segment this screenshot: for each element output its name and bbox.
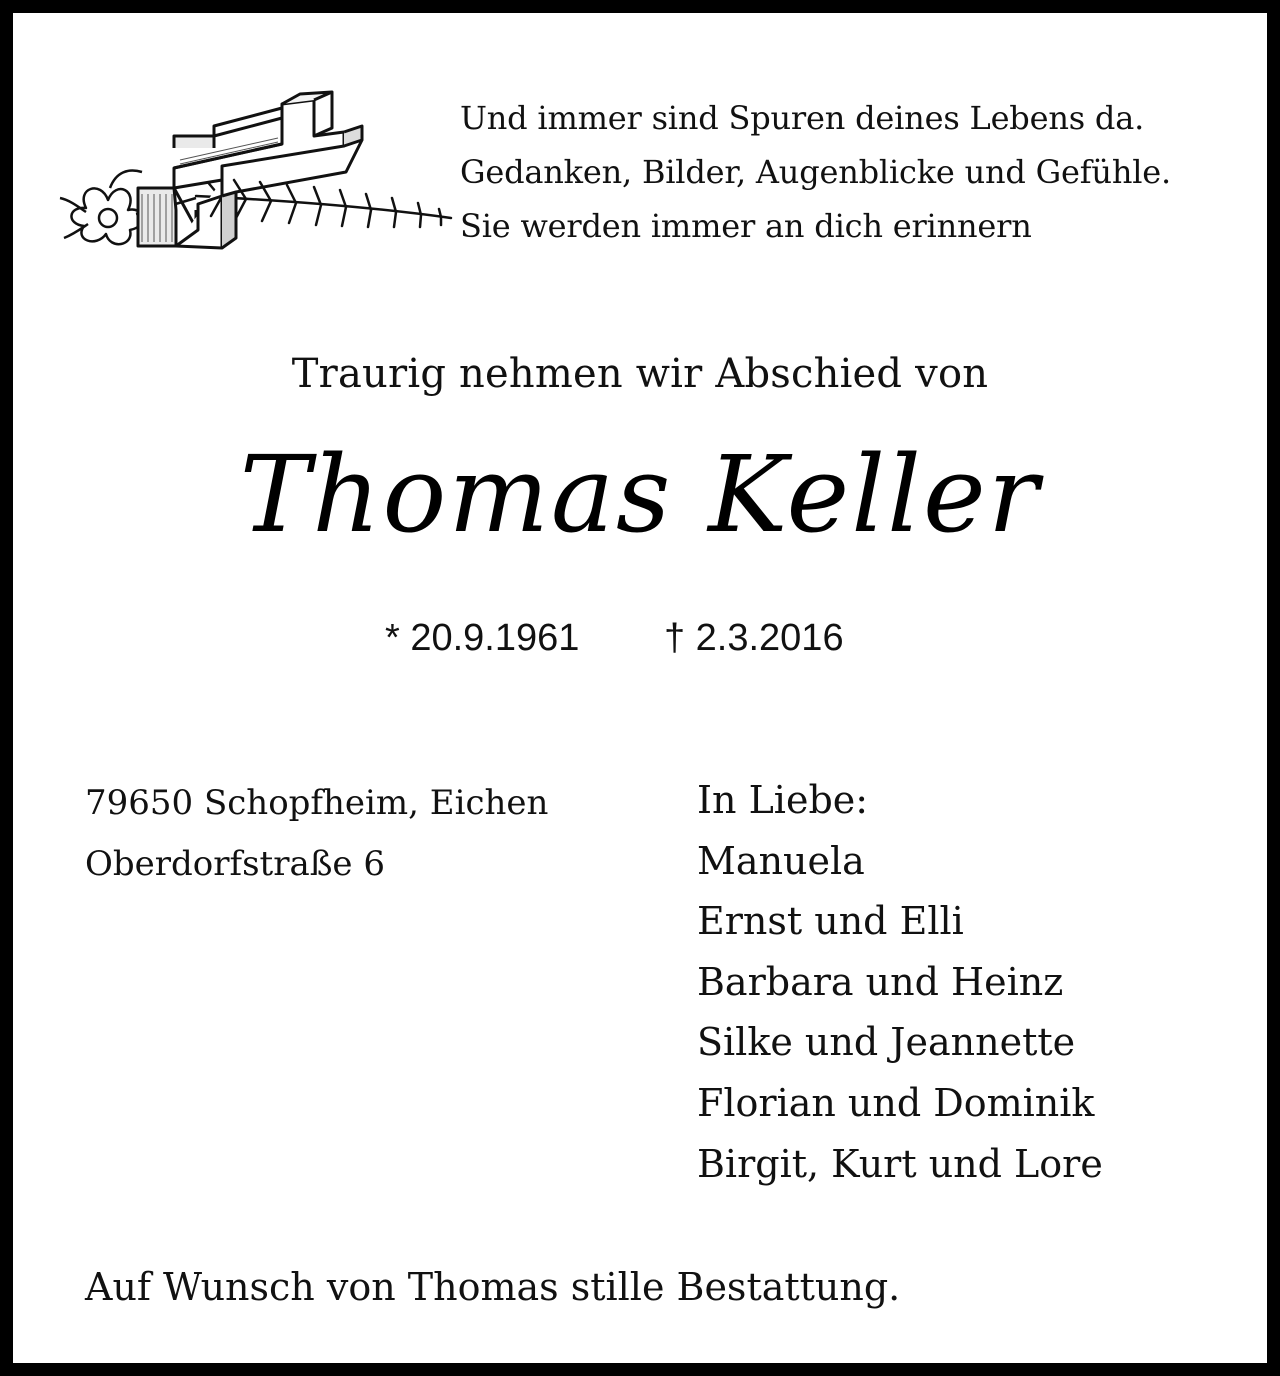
- family-member: Barbara und Heinz: [697, 959, 1064, 1004]
- verse-line: Sie werden immer an dich erinnern: [460, 207, 1032, 245]
- address-line: 79650 Schopfheim, Eichen: [85, 783, 549, 823]
- family-member: Silke und Jeannette: [697, 1020, 1076, 1065]
- life-dates: [385, 617, 844, 660]
- address-line: Oberdorfstraße 6: [85, 844, 385, 884]
- funeral-note: Auf Wunsch von Thomas stille Bestattung.: [85, 1265, 901, 1309]
- verse: [460, 91, 1240, 253]
- family-member: Birgit, Kurt und Lore: [697, 1141, 1103, 1186]
- deceased-name: Thomas Keller: [239, 433, 1041, 556]
- cross-with-flower-and-palm-icon: [46, 88, 458, 258]
- verse-line: Und immer sind Spuren deines Lebens da.: [460, 99, 1145, 137]
- family-heading: In Liebe:: [697, 778, 869, 822]
- family-member: Florian und Dominik: [697, 1080, 1095, 1125]
- death-date: † 2.3.2016: [663, 617, 844, 659]
- birth-date: * 20.9.1961: [385, 617, 580, 659]
- verse-line: Gedanken, Bilder, Augenblicke und Gefühle.: [460, 153, 1171, 191]
- address: [85, 773, 548, 895]
- intro-text: Traurig nehmen wir Abschied von: [291, 351, 989, 397]
- family-list: [697, 770, 1103, 1194]
- family-member: Manuela: [697, 838, 865, 883]
- family-member: Ernst und Elli: [697, 899, 964, 944]
